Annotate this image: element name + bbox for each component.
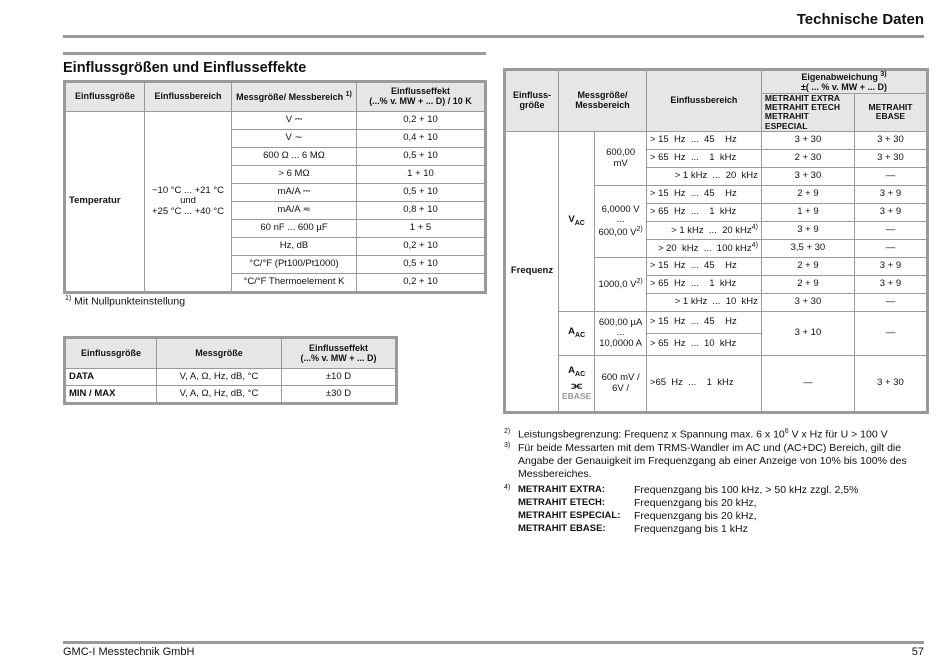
aac-line-1: 600,00 µA (598, 317, 643, 328)
einflusseffekt-label: Einflusseffekt (308, 342, 368, 353)
range-600mv: 600,00 mV (595, 132, 647, 186)
table-cell: 2 + 9 (761, 258, 854, 276)
col-header-ebase: METRAHIT EBASE (854, 93, 926, 131)
table-cell: 3 + 10 (761, 312, 854, 356)
table1-footnote (65, 295, 185, 308)
table-cell: 2 + 30 (761, 150, 854, 168)
v1000-value: 1000,0 V (598, 279, 637, 291)
footnote-ref-3: 3) (880, 71, 887, 78)
table-cell (646, 222, 761, 240)
footnote-ref-2: 2) (636, 278, 643, 286)
ebase-range-1: 600 mV / (601, 372, 640, 384)
row-label-temperatur: Temperatur (66, 112, 145, 292)
temperature-table (65, 82, 485, 292)
table-cell: 3 + 9 (854, 204, 926, 222)
footnote-text (518, 428, 888, 442)
table-cell: > 15 Hz ... 45 Hz (646, 258, 761, 276)
col-header-einflussgroesse (506, 71, 559, 132)
table-cell: 60 nF ... 600 µF (232, 220, 357, 238)
table-cell: ±10 D (282, 369, 396, 386)
table-cell: 1 + 10 (357, 166, 485, 184)
table-cell: — (854, 168, 926, 186)
temperature-range (145, 112, 232, 292)
v6-line-2: ... (616, 214, 625, 226)
page-number: 57 (911, 646, 924, 658)
table-cell: 2 + 9 (761, 186, 854, 204)
vac-sub: AC (574, 220, 585, 228)
table-cell: 3 + 30 (761, 168, 854, 186)
footnote-3 (504, 442, 924, 481)
table-cell: 0,8 + 10 (357, 202, 485, 220)
aac-ebase-top (562, 366, 591, 379)
col-header-einflussgroesse: Einflussgröße (66, 83, 145, 112)
table-cell: °C/°F Thermoelement K (232, 274, 357, 292)
table-cell: MIN / MAX (66, 386, 157, 403)
footnote-ref-2: 2) (636, 225, 643, 233)
table-cell: 3 + 30 (761, 294, 854, 312)
table-cell: 0,2 + 10 (357, 238, 485, 256)
footnote-2-text: Leistungsbegrenzung: Frequenz x Spannung max. 6 x 10 (518, 428, 785, 441)
table-cell: 3 + 30 (854, 132, 926, 150)
table-cell: 3 + 9 (854, 186, 926, 204)
table-cell: DATA (66, 369, 157, 386)
einflusseffekt-label: Einflusseffekt (390, 86, 450, 97)
range-line-3: +25 °C ... +40 °C (151, 205, 225, 217)
h-mess-2: Messbereich (575, 100, 630, 111)
footnote-2-end: V x Hz für U > 100 V (788, 428, 888, 441)
table-cell: 3 + 30 (854, 356, 926, 412)
footnote-4-list (518, 484, 858, 537)
einflusseffekt-unit: (...% v. MW + ... D) (300, 352, 377, 363)
eigen-label: Eigenabweichung (801, 72, 878, 82)
aac-line-3: 10,0000 A (599, 337, 642, 349)
table-cell: mA/A ≂ (232, 202, 357, 220)
range-text: > 20 kHz ... 100 kHz (657, 243, 752, 255)
model-name: METRAHIT EXTRA: (518, 484, 606, 495)
table-cell: — (854, 222, 926, 240)
table-cell: ±30 D (282, 386, 396, 403)
einflusseffekt-unit: (...% v. MW + ... D) / 10 K (369, 96, 472, 106)
list-item (518, 523, 858, 536)
extra-line-2: METRAHIT ETECH (764, 102, 840, 113)
section-title: Einflussgrößen und Einflusseffekte (63, 60, 307, 76)
ac-dc-symbol-icon: ⫘ (571, 378, 583, 393)
table-cell: 1 + 9 (761, 204, 854, 222)
vac-label (559, 132, 595, 312)
section-rule (63, 52, 486, 55)
col-header-eigenabweichung (761, 71, 926, 94)
footer-rule (63, 641, 924, 644)
ebase-range-2: 6V / (612, 382, 630, 394)
h-mess-1: Messgröße/ (577, 90, 628, 101)
table-cell: V, A, Ω, Hz, dB, °C (157, 386, 282, 403)
table-cell: 0,2 + 10 (357, 274, 485, 292)
range-ebase (595, 356, 647, 412)
col-header-messgroesse: Messgröße (157, 339, 282, 369)
vac-main: V (568, 214, 575, 226)
aac-main: A (568, 364, 576, 376)
model-note: Frequenzgang bis 20 kHz, (634, 497, 757, 510)
model-name: METRAHIT EBASE: (518, 523, 606, 535)
table-cell: 0,2 + 10 (357, 112, 485, 130)
footnote-2 (504, 428, 924, 442)
v6-line-3 (598, 226, 643, 239)
data-minmax-table (65, 338, 396, 403)
table-cell: 0,4 + 10 (357, 130, 485, 148)
list-item (518, 484, 858, 497)
table-cell (646, 240, 761, 258)
table-cell: — (854, 312, 926, 356)
model-note: Frequenzgang bis 100 kHz, > 50 kHz zzgl. 2,5% (634, 484, 859, 496)
col-header-messgroesse (559, 71, 647, 132)
table-cell: V ⎓ (232, 112, 357, 130)
ebase-label: EBASE (562, 391, 592, 402)
footnote-text: Mit Nullpunkteinstellung (74, 295, 186, 308)
list-item (518, 510, 858, 523)
footnote-num: 4) (504, 484, 511, 491)
table-cell: 3 + 9 (761, 222, 854, 240)
h-einfluss-2: größe (519, 100, 545, 111)
table-cell: > 15 Hz ... 45 Hz (646, 132, 761, 150)
footnote-num: 2) (504, 428, 511, 435)
extra-line-3: METRAHIT ESPECIAL (764, 111, 809, 131)
table-cell: > 6 MΩ (232, 166, 357, 184)
aac-main: A (568, 326, 576, 338)
footnote-4 (504, 484, 924, 537)
table-cell: V ∼ (232, 130, 357, 148)
aac-sub: AC (575, 370, 586, 378)
table-cell: 3 + 30 (761, 132, 854, 150)
h-einfluss-1: Einfluss- (512, 90, 551, 101)
v6-line-1: 6,0000 V (601, 203, 640, 215)
messgroesse-label: Messgröße/ Messbereich (236, 92, 344, 103)
col-header-extra (761, 93, 854, 131)
aac-sub: AC (575, 332, 586, 340)
frequency-table-frame (503, 68, 929, 414)
table-cell: 3 + 9 (854, 276, 926, 294)
table-cell: 3,5 + 30 (761, 240, 854, 258)
list-item (518, 497, 858, 510)
frequency-table (505, 70, 927, 412)
table-cell: > 15 Hz ... 45 Hz (646, 312, 761, 334)
model-note: Frequenzgang bis 20 kHz, (634, 510, 757, 523)
col-header-einflussgroesse: Einflussgröße (66, 339, 157, 369)
col-header-einflussbereich: Einflussbereich (646, 71, 761, 132)
header-rule (63, 35, 924, 38)
table-cell: 3 + 9 (854, 258, 926, 276)
data-minmax-table-frame (63, 336, 398, 405)
footnote-num: 3) (504, 441, 511, 449)
page-header-title: Technische Daten (796, 11, 924, 28)
table-cell: 0,5 + 10 (357, 256, 485, 274)
temperature-table-frame (63, 80, 487, 294)
table-cell: 600 Ω ... 6 MΩ (232, 148, 357, 166)
table-cell: 1 + 5 (357, 220, 485, 238)
col-header-einflusseffekt (282, 339, 396, 369)
aac-label (559, 312, 595, 356)
range-aac (595, 312, 647, 356)
table-cell: > 15 Hz ... 45 Hz (646, 186, 761, 204)
range-6v-600v (595, 186, 647, 258)
table-cell: 0,5 + 10 (357, 148, 485, 166)
table-cell: > 65 Hz ... 10 kHz (646, 334, 761, 356)
table-cell: > 1 kHz ... 10 kHz (646, 294, 761, 312)
footer-company: GMC-I Messtechnik GmbH (63, 646, 195, 658)
footnote-text: Für beide Messarten mit dem TRMS-Wandler im AC und (AC+DC) Bereich, gilt die Angabe der Genauigkeit im Frequenzgang ab einer Anzeige von 10% bis 100% des Messbereiches. (518, 441, 907, 480)
footnote-2-sup: 6 (784, 428, 789, 435)
table-cell: V, A, Ω, Hz, dB, °C (157, 369, 282, 386)
table-cell: 0,5 + 10 (357, 184, 485, 202)
col-header-einflussbereich: Einflussbereich (145, 83, 232, 112)
table-cell: Hz, dB (232, 238, 357, 256)
table-cell: > 1 kHz ... 20 kHz (646, 168, 761, 186)
table-cell: — (854, 240, 926, 258)
table-cell: — (761, 356, 854, 412)
model-name: METRAHIT ETECH: (518, 497, 606, 509)
table-cell: — (854, 294, 926, 312)
extra-line-1: METRAHIT EXTRA (764, 92, 840, 103)
table-cell: 3 + 30 (854, 150, 926, 168)
range-line-1: −10 °C ... +21 °C (151, 184, 225, 196)
footnote-ref-4: 4) (751, 242, 758, 250)
aac-ebase-label (559, 356, 595, 412)
table-cell: > 65 Hz ... 1 kHz (646, 204, 761, 222)
table-cell: > 65 Hz ... 1 kHz (646, 276, 761, 294)
frequency-footnotes (504, 428, 924, 537)
table-cell: 2 + 9 (761, 276, 854, 294)
row-label-frequenz: Frequenz (506, 132, 559, 412)
range-1000v (595, 258, 647, 312)
col-header-einflusseffekt (357, 83, 485, 112)
footnote-ref-1: 1) (345, 91, 352, 99)
footnote-ref-4: 4) (751, 224, 758, 232)
range-line-2: und (180, 195, 196, 207)
table-cell: mA/A ⎓ (232, 184, 357, 202)
footnote-num: 1) (65, 295, 72, 302)
model-name: METRAHIT ESPECIAL: (518, 510, 621, 522)
model-note: Frequenzgang bis 1 kHz (634, 523, 748, 536)
aac-line-2: ... (616, 327, 625, 339)
table-cell: > 65 Hz ... 1 kHz (646, 150, 761, 168)
eigen-line-2: ±( ... % v. MW + ... D) (800, 81, 887, 92)
table-cell: °C/°F (Pt100/Pt1000) (232, 256, 357, 274)
v6-value: 600,00 V (598, 226, 637, 238)
col-header-messgroesse (232, 83, 357, 112)
range-text: > 1 kHz ... 20 kHz (671, 225, 752, 237)
table-cell: >65 Hz ... 1 kHz (646, 356, 761, 412)
